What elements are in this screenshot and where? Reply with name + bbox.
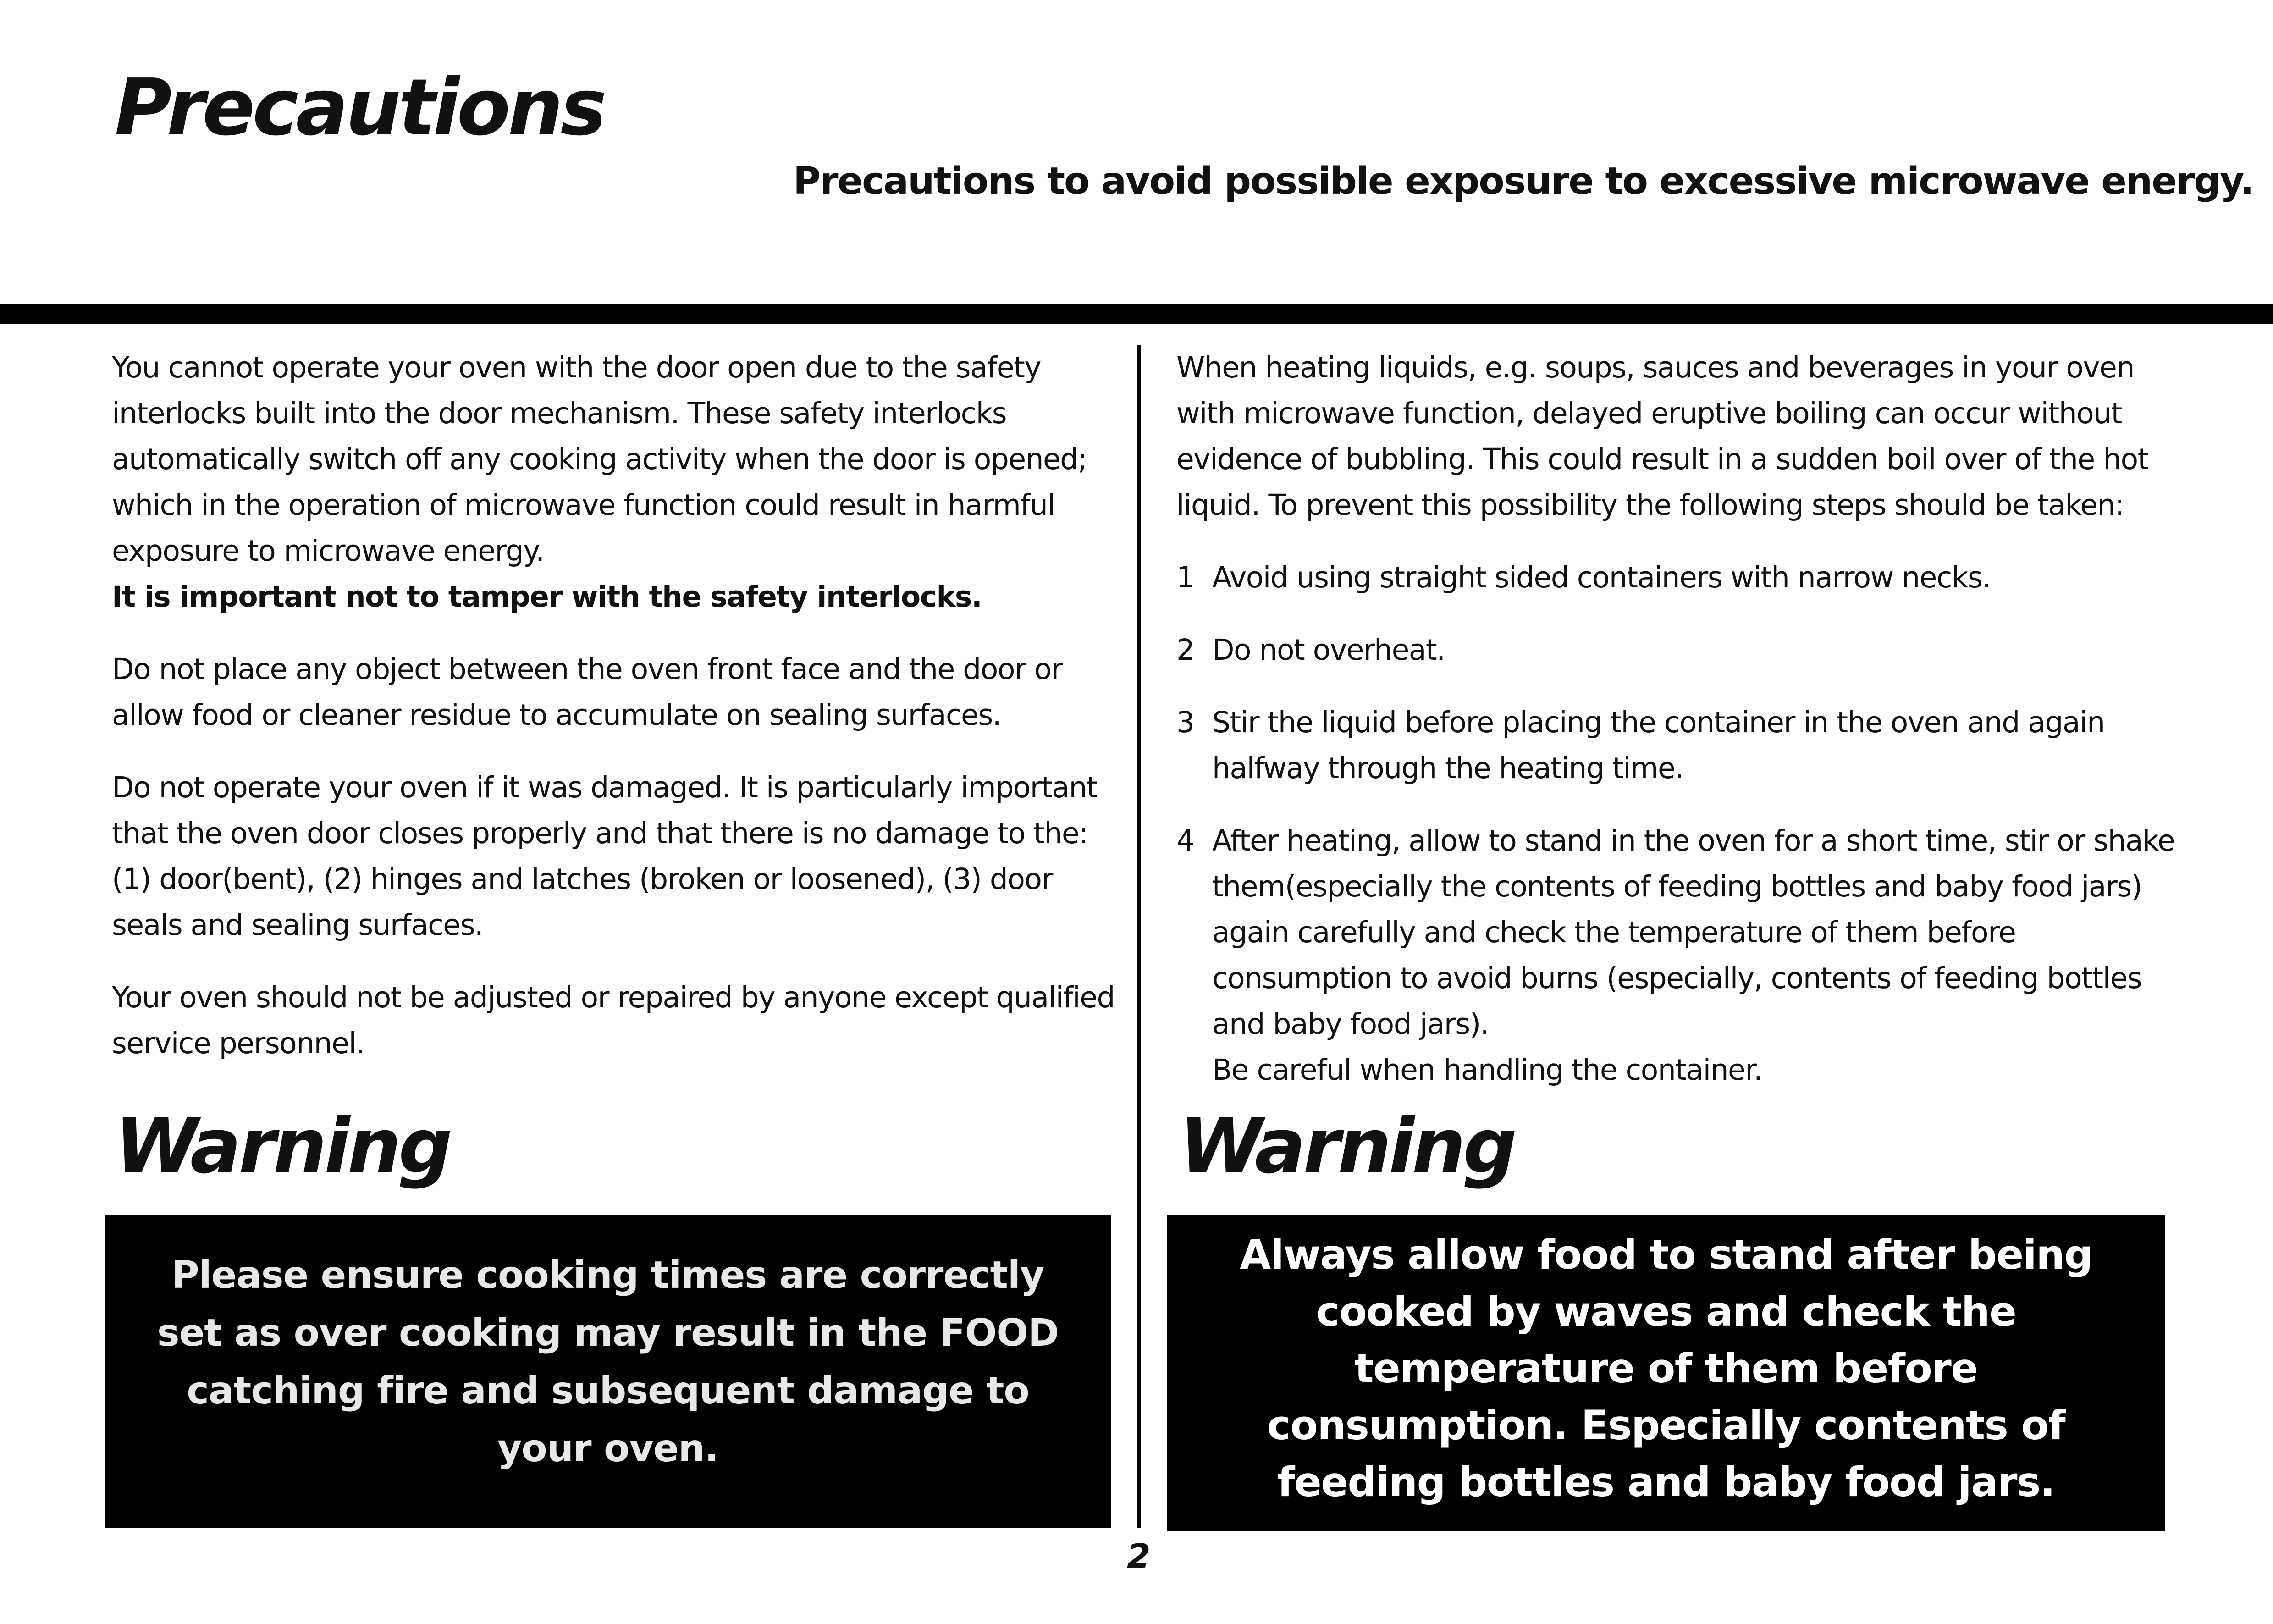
page-title: Precautions	[115, 62, 604, 153]
damage-paragraph: Do not operate your oven if it was damaged. It is particularly important that the oven door closes properly and that there is no damage to the: (1) door(bent), (2) hinges and latches (broken or loosened), (3) door seals and sealing surfaces.	[112, 771, 1098, 942]
step-number: 1	[1176, 561, 1194, 594]
interlock-paragraph	[112, 345, 1120, 620]
warning-box-right	[1167, 1215, 2165, 1531]
list-item	[1176, 627, 2180, 673]
warning-heading-right: Warning	[1179, 1102, 1515, 1190]
liquids-intro-paragraph: When heating liquids, e.g. soups, sauces and beverages in your oven with microwave function, delayed eruptive boiling can occur without evidence of bubbling. This could result in a sudden boil over of the hot liquid. To prevent this possibility the following steps should be taken:	[1176, 351, 2148, 522]
header-rule	[0, 304, 2273, 324]
door-obstruction-paragraph: Do not place any object between the oven front face and the door or allow food or cleaner residue to accumulate on sealing surfaces.	[112, 652, 1063, 732]
page-subtitle: Precautions to avoid possible exposure to excessive microwave energy.	[793, 160, 2254, 203]
list-item	[1176, 700, 2180, 791]
liquid-steps-list	[1176, 555, 2180, 1093]
step-number: 2	[1176, 633, 1194, 667]
step-text: After heating, allow to stand in the oven for a short time, stir or shake them(especially the contents of feeding bottles and baby food jars) again carefully and check the temperature of them before consumption to avoid burns (especially, contents of feeding bottles and baby food jars).	[1212, 824, 2175, 1041]
list-item	[1176, 818, 2180, 1093]
column-divider	[1137, 345, 1141, 1528]
step-text: Do not overheat.	[1212, 633, 1445, 667]
step-text: Avoid using straight sided containers with narrow necks.	[1212, 561, 1991, 594]
page-number: 2	[1127, 1537, 1151, 1576]
interlock-text: You cannot operate your oven with the door open due to the safety interlocks built into the door mechanism. These safety interlocks automatically switch off any cooking activity when the door is opened; which in the operation of microwave function could result in harmful exposure to microwave energy.	[112, 351, 1087, 568]
warning-text-right: Always allow food to stand after being cooked by waves and check the temperature of them before consumption. Especially contents of feeding bottles and baby food jars.	[1240, 1231, 2092, 1506]
warning-text-left: Please ensure cooking times are correctly set as over cooking may result in the FOOD catching fire and subsequent damage to your oven.	[157, 1254, 1059, 1470]
step-text: Stir the liquid before placing the container in the oven and again halfway through the heating time.	[1212, 706, 2105, 785]
list-item	[1176, 555, 2180, 601]
step-tail-note: Be careful when handling the container.	[1212, 1053, 1762, 1087]
step-number: 3	[1176, 706, 1194, 739]
warning-box-left	[105, 1215, 1111, 1528]
right-column	[1176, 345, 2180, 1120]
step-number: 4	[1176, 824, 1194, 857]
left-column	[112, 345, 1120, 1093]
service-paragraph: Your oven should not be adjusted or repaired by anyone except qualified service personnel.	[112, 981, 1115, 1060]
interlock-bold-note: It is important not to tamper with the safety interlocks.	[112, 580, 982, 613]
warning-heading-left: Warning	[115, 1102, 450, 1190]
